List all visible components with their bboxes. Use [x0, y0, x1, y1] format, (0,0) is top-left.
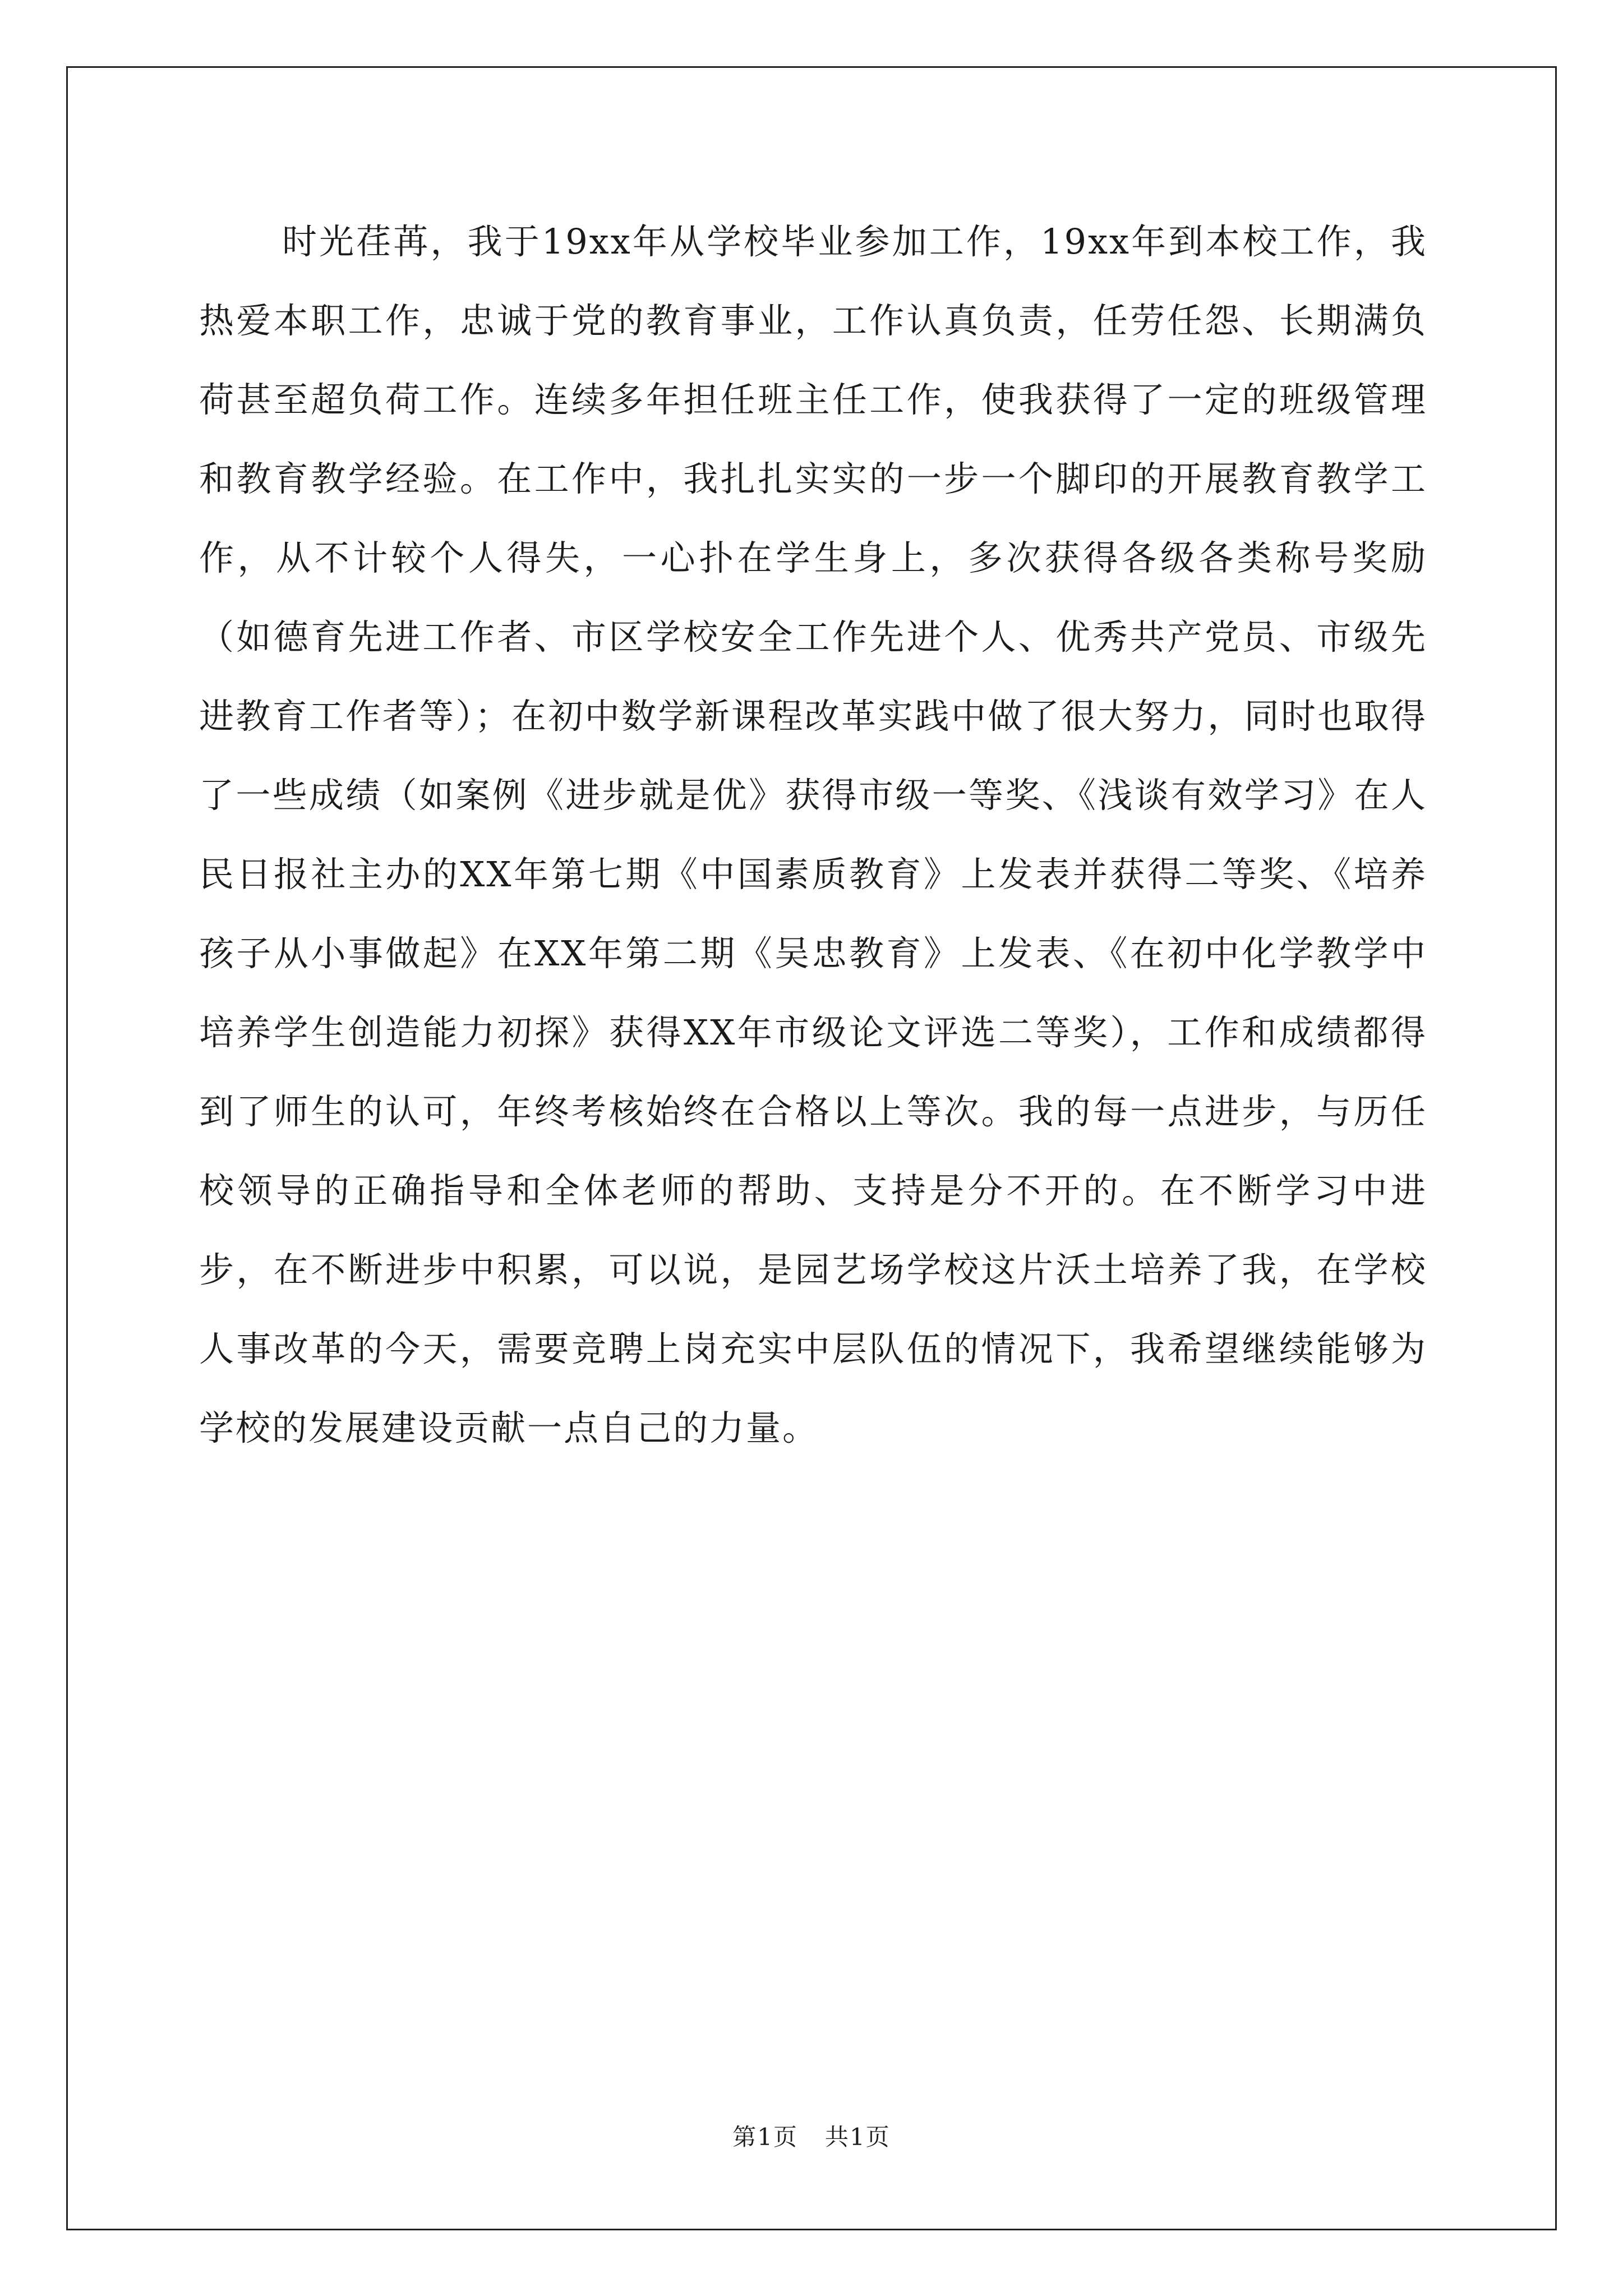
page-total: 共1页 — [825, 2123, 891, 2151]
body-paragraph: 时光荏苒，我于19xx年从学校毕业参加工作，19xx年到本校工作，我热爱本职工作，忠诚于党的教育事业，工作认真负责，任劳任怨、长期满负荷甚至超负荷工作。连续多年担任班主任工作，使我获得了一定的班级管理和教育教学经验。在工作中，我扎扎实实的一步一个脚印的开展教育教学工作，从不计较个人得失，一心扑在学生身上，多次获得各级各类称号奖励（如德育先进工作者、市区学校安全工作先进个人、优秀共产党员、市级先进教育工作者等）；在初中数学新课程改革实践中做了很大努力，同时也取得了一些成绩（如案例《进步就是优》获得市级一等奖、《浅谈有效学习》在人民日报社主办的XX年第七期《中国素质教育》上发表并获得二等奖、《培养孩子从小事做起》在XX年第二期《吴忠教育》上发表、《在初中化学教学中培养学生创造能力初探》获得XX年市级论文评选二等奖），工作和成绩都得到了师生的认可，年终考核始终在合格以上等次。我的每一点进步，与历任校领导的正确指导和全体老师的帮助、支持是分不开的。在不断学习中进步，在不断进步中积累，可以说，是园艺场学校这片沃土培养了我，在学校人事改革的今天，需要竞聘上岗充实中层队伍的情况下，我希望继续能够为学校的发展建设贡献一点自己的力量。 — [199, 221, 1427, 1448]
page-footer — [0, 2122, 1623, 2153]
page-number: 第1页 — [732, 2123, 798, 2151]
